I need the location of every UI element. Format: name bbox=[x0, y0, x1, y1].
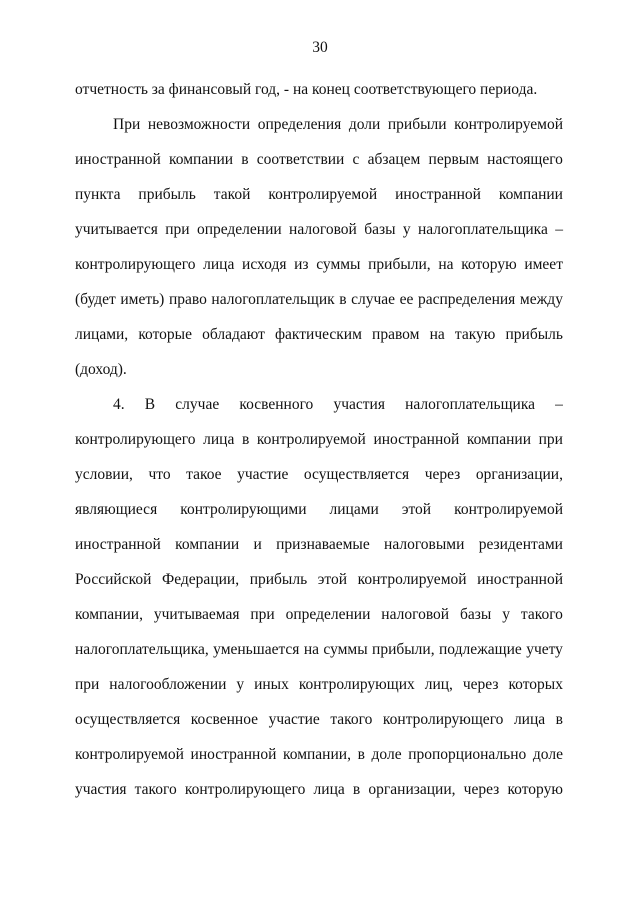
text-word: контролирующего bbox=[184, 781, 306, 798]
text-word: участие bbox=[268, 711, 320, 728]
text-line bbox=[75, 184, 563, 206]
text-word: лица bbox=[513, 711, 546, 728]
text-word: прибыли, bbox=[368, 256, 431, 273]
text-line bbox=[75, 149, 563, 171]
text-word: между bbox=[519, 291, 563, 308]
text-word: из bbox=[294, 256, 309, 273]
text-word: на bbox=[438, 256, 454, 273]
text-word: налоговой bbox=[381, 606, 450, 623]
text-word: иностранной bbox=[477, 571, 563, 588]
text-word: лица bbox=[313, 781, 345, 798]
text-word: налоговыми bbox=[384, 536, 465, 553]
text-word: контролируемой bbox=[454, 501, 563, 518]
text-word: такую bbox=[454, 326, 496, 343]
text-word: (будет bbox=[75, 291, 116, 308]
text-line bbox=[75, 744, 563, 766]
text-word: иностранной bbox=[395, 186, 481, 203]
text-word: отчетность за финансовый год, - на конец соответствующего периода. bbox=[75, 81, 538, 98]
text-word: лицами, bbox=[75, 326, 129, 343]
text-word: являющиеся bbox=[75, 501, 158, 518]
text-line bbox=[75, 114, 563, 136]
text-word: доле bbox=[371, 746, 402, 763]
text-word: на bbox=[303, 641, 319, 658]
text-word: этой bbox=[401, 501, 432, 518]
text-line bbox=[75, 779, 563, 801]
text-word: обладают bbox=[202, 326, 265, 343]
text-word: абзацем bbox=[367, 151, 421, 168]
text-word: на bbox=[429, 326, 445, 343]
text-word: иностранной bbox=[75, 151, 161, 168]
text-word: такого bbox=[134, 781, 177, 798]
text-word: компании bbox=[175, 536, 240, 553]
text-word: налогоплательщика bbox=[417, 221, 548, 238]
text-line bbox=[75, 709, 563, 731]
text-word: у bbox=[236, 676, 245, 693]
text-word: косвенного bbox=[239, 396, 314, 413]
text-word: у bbox=[402, 221, 411, 238]
text-word: иных bbox=[254, 676, 289, 693]
text-word: через bbox=[462, 676, 499, 693]
text-word: у bbox=[502, 606, 510, 623]
text-word: иностранной bbox=[373, 431, 460, 448]
text-word: подлежащие bbox=[438, 641, 522, 658]
text-word: такой bbox=[213, 186, 251, 203]
text-word: прибыли bbox=[387, 116, 447, 133]
text-word: которых bbox=[508, 676, 563, 693]
text-line bbox=[75, 79, 563, 101]
text-word: лица bbox=[203, 256, 235, 273]
text-word: пункта bbox=[75, 186, 121, 203]
text-word: с bbox=[352, 151, 360, 168]
text-line bbox=[75, 324, 563, 346]
text-word: при bbox=[250, 606, 275, 623]
text-word: право bbox=[168, 291, 207, 308]
text-word: этой bbox=[317, 571, 348, 588]
text-word: правом bbox=[372, 326, 420, 343]
text-word: уменьшается bbox=[213, 641, 300, 658]
text-word: организации, bbox=[475, 466, 563, 483]
text-word: в bbox=[339, 291, 347, 308]
text-word: компании bbox=[466, 431, 531, 448]
text-word: определения bbox=[257, 116, 342, 133]
text-word: условии, bbox=[75, 466, 133, 483]
text-word: лица bbox=[203, 431, 235, 448]
text-word: компании bbox=[498, 186, 563, 203]
text-word: и bbox=[253, 536, 262, 553]
text-word: иметь) bbox=[120, 291, 165, 308]
text-word: контролируемой bbox=[256, 431, 366, 448]
text-word: соответствии bbox=[256, 151, 345, 168]
text-word: компании, bbox=[75, 606, 143, 623]
text-word: суммы bbox=[323, 641, 368, 658]
text-line bbox=[75, 219, 563, 241]
text-word: компании bbox=[169, 151, 234, 168]
text-word: такого bbox=[330, 711, 373, 728]
text-word: в bbox=[241, 151, 249, 168]
text-word: которую bbox=[461, 256, 517, 273]
text-word: лицами bbox=[329, 501, 379, 518]
text-word: которую bbox=[507, 781, 563, 798]
text-word: контролируемой bbox=[454, 116, 563, 133]
text-word: доле bbox=[532, 746, 563, 763]
text-word: контролирующего bbox=[382, 711, 504, 728]
text-word: имеет bbox=[524, 256, 563, 273]
text-word: через bbox=[424, 466, 461, 483]
text-word: прибыль bbox=[249, 571, 308, 588]
text-line bbox=[75, 499, 563, 521]
text-word: налогоплательщик bbox=[211, 291, 335, 308]
text-word: которые bbox=[138, 326, 192, 343]
text-word: (доход). bbox=[75, 361, 127, 378]
text-word: налоговой bbox=[289, 221, 357, 238]
text-word: невозможности bbox=[147, 116, 251, 133]
text-word: через bbox=[463, 781, 500, 798]
text-word: 4. bbox=[113, 396, 125, 413]
text-word: налогоплательщика, bbox=[75, 641, 209, 658]
text-word: прибыль bbox=[138, 186, 196, 203]
text-word: в bbox=[555, 711, 563, 728]
text-line bbox=[75, 289, 563, 311]
text-line bbox=[75, 674, 563, 696]
text-word: В bbox=[144, 396, 156, 413]
text-word: фактическим bbox=[275, 326, 362, 343]
text-word: контролирующего bbox=[75, 256, 196, 273]
text-word: при bbox=[538, 431, 563, 448]
text-word: в bbox=[357, 746, 365, 763]
text-word: Российской bbox=[75, 571, 152, 588]
text-word: признаваемые bbox=[276, 536, 370, 553]
text-word: участия bbox=[75, 781, 127, 798]
text-word: контролирующего bbox=[75, 431, 196, 448]
text-word: лиц, bbox=[424, 676, 453, 693]
text-line bbox=[75, 569, 563, 591]
text-word: участия bbox=[333, 396, 385, 413]
text-word: первым bbox=[428, 151, 479, 168]
text-word: исходя bbox=[242, 256, 287, 273]
text-word: учету bbox=[526, 641, 563, 658]
text-line bbox=[75, 604, 563, 626]
text-word: При bbox=[113, 116, 141, 133]
text-line bbox=[75, 639, 563, 661]
text-word: учитываемая bbox=[153, 606, 240, 623]
text-line bbox=[75, 394, 563, 416]
text-word: суммы bbox=[316, 256, 361, 273]
text-line bbox=[75, 359, 563, 381]
text-word: пропорционально bbox=[408, 746, 527, 763]
text-word: случае bbox=[351, 291, 396, 308]
text-line bbox=[75, 254, 563, 276]
text-line bbox=[75, 464, 563, 486]
text-word: осуществляется bbox=[303, 466, 410, 483]
text-word: контролирующими bbox=[180, 501, 307, 518]
text-word: – bbox=[555, 396, 563, 413]
text-word: налогообложении bbox=[109, 676, 227, 693]
text-word: контролируемой bbox=[268, 186, 378, 203]
text-word: контролируемой bbox=[357, 571, 467, 588]
text-word: компании, bbox=[283, 746, 351, 763]
text-word: прибыли, bbox=[372, 641, 435, 658]
text-word: контролирующих bbox=[298, 676, 415, 693]
text-word: при bbox=[165, 221, 190, 238]
text-word: в bbox=[241, 431, 250, 448]
text-word: случае bbox=[175, 396, 220, 413]
text-word: контролируемой bbox=[75, 746, 184, 763]
text-word: базы bbox=[459, 606, 492, 623]
text-word: доли bbox=[348, 116, 381, 133]
text-word: что bbox=[148, 466, 171, 483]
text-word: прибыль bbox=[505, 326, 563, 343]
text-word: настоящего bbox=[487, 151, 563, 168]
text-word: определении bbox=[285, 606, 371, 623]
text-word: такое bbox=[186, 466, 222, 483]
text-word: базы bbox=[364, 221, 396, 238]
text-word: ее bbox=[399, 291, 414, 308]
text-word: учитывается bbox=[75, 221, 158, 238]
text-word: в bbox=[352, 781, 361, 798]
text-word: при bbox=[75, 676, 100, 693]
text-line bbox=[75, 534, 563, 556]
text-word: – bbox=[555, 221, 563, 238]
text-word: иностранной bbox=[75, 536, 161, 553]
text-word: распределения bbox=[417, 291, 516, 308]
text-word: косвенное bbox=[190, 711, 259, 728]
text-word: осуществляется bbox=[75, 711, 181, 728]
text-word: такого bbox=[520, 606, 563, 623]
text-word: определении bbox=[196, 221, 282, 238]
text-word: Федерации, bbox=[162, 571, 240, 588]
page-number: 30 bbox=[312, 39, 328, 56]
text-word: организации, bbox=[368, 781, 456, 798]
text-word: иностранной bbox=[190, 746, 277, 763]
text-word: налогоплательщика bbox=[405, 396, 536, 413]
text-word: резидентами bbox=[478, 536, 563, 553]
text-word: участие bbox=[237, 466, 289, 483]
text-line bbox=[75, 429, 563, 451]
